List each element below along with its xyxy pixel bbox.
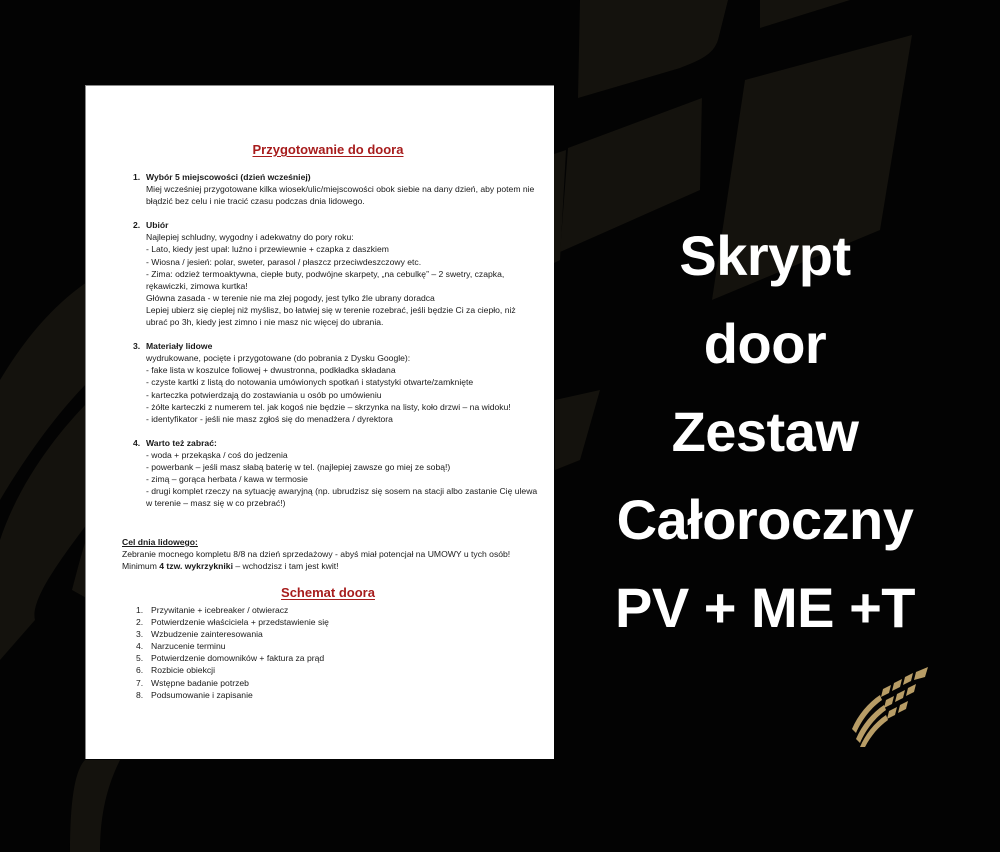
section-line: - żółte karteczki z numerem tel. jak kogoś nie będzie – skrzynka na listy, koło drzwi – na widoku! xyxy=(146,401,511,412)
section-number: 2. xyxy=(133,220,141,231)
goal-text xyxy=(122,548,532,572)
schema-item xyxy=(136,616,496,628)
schema-item-number: 7. xyxy=(136,677,144,688)
promo-title xyxy=(575,212,955,652)
section-title: Materiały lidowe xyxy=(146,341,213,352)
schema-item xyxy=(136,604,496,616)
section-line: Najlepiej schludny, wygodny i adekwatny do pory roku: xyxy=(146,232,354,243)
section-line: - drugi komplet rzeczy na sytuację awaryjną (np. ubrudzisz się sosem na stacji albo zastanie Cię ulewa w terenie – masz się w co przebrać!) xyxy=(146,486,538,509)
goal-text-after: – wchodzisz i tam jest kwit! xyxy=(232,561,339,572)
section-line: Lepiej ubierz się cieplej niż myślisz, bo łatwiej się w terenie rozebrać, jeśli będzie Ci za ciepło, niż ubrać po 3h, kiedy jest zimno i nie masz nic więcej do ubrania. xyxy=(146,304,516,328)
doc-heading-schema: Schemat doora xyxy=(281,585,375,600)
section-line: Główna zasada - w terenie nie ma złej pogody, jest tylko źle ubrany doradca xyxy=(146,292,435,303)
section-line: wydrukowane, pocięte i przygotowane (do pobrania z Dysku Google): xyxy=(146,353,411,364)
schema-item-label: Rozbicie obiekcji xyxy=(151,665,216,676)
title-line: Zestaw xyxy=(671,400,859,463)
schema-item-number: 6. xyxy=(136,665,144,676)
section-line: - powerbank – jeśli masz słabą baterię w tel. (najlepiej zawsze go miej ze sobą!) xyxy=(146,461,451,472)
section-line: - czyste kartki z listą do notowania umówionych spotkań i statystyki otwarte/zamknięte xyxy=(146,377,474,388)
schema-item-number: 4. xyxy=(136,641,144,652)
section-line: - karteczka potwierdzają do zostawiania u osób po umówieniu xyxy=(146,389,382,400)
doc-section-3 xyxy=(133,340,538,425)
doc-section-2 xyxy=(133,219,538,328)
schema-list xyxy=(136,604,496,701)
schema-item-number: 1. xyxy=(136,605,144,615)
schema-item xyxy=(136,628,496,640)
goal-text-before: Zebranie mocnego kompletu 8/8 na dzień sprzedażowy - abyś miał potencjał na UMOWY u tych osób! Minimum xyxy=(122,549,511,572)
section-line: - zimą – gorąca herbata / kawa w termosie xyxy=(146,474,308,485)
section-title: Wybór 5 miejscowości (dzień wcześniej) xyxy=(146,172,311,182)
goal-title: Cel dnia lidowego: xyxy=(122,537,198,547)
section-line: - woda + przekąska / coś do jedzenia xyxy=(146,449,288,460)
doc-sections xyxy=(133,171,538,521)
schema-item-label: Potwierdzenie właściciela + przedstawienie się xyxy=(151,617,329,628)
schema-item xyxy=(136,677,496,689)
schema-item-number: 3. xyxy=(136,629,144,640)
schema-item xyxy=(136,664,496,676)
schema-item-number: 5. xyxy=(136,653,144,664)
schema-item-label: Wzbudzenie zainteresowania xyxy=(151,629,263,640)
schema-item-number: 2. xyxy=(136,617,144,628)
schema-item xyxy=(136,652,496,664)
schema-item xyxy=(136,640,496,652)
doc-heading-preparation: Przygotowanie do doora xyxy=(252,142,404,157)
schema-item-label: Potwierdzenie domowników + faktura za prąd xyxy=(151,653,325,664)
goal-paragraph xyxy=(122,536,532,572)
title-line: door xyxy=(703,312,827,375)
schema-item-label: Przywitanie + icebreaker / otwieracz xyxy=(151,605,289,615)
title-line: PV + ME +T xyxy=(615,576,915,639)
goal-text-bold: 4 tzw. wykrzykniki xyxy=(159,561,233,572)
schema-item xyxy=(136,689,496,701)
title-line: Całoroczny xyxy=(616,488,914,551)
section-line: - Wiosna / jesień: polar, sweter, parasol / płaszcz przeciwdeszczowy etc. xyxy=(146,256,422,267)
schema-item-label: Narzucenie terminu xyxy=(151,641,226,652)
section-title: Warto też zabrać: xyxy=(146,437,217,448)
gold-wing-grid-logo-icon xyxy=(850,667,930,747)
document-page-preview xyxy=(85,85,554,759)
section-title: Ubiór xyxy=(146,220,169,231)
schema-item-label: Wstępne badanie potrzeb xyxy=(151,677,249,688)
section-line: - Lato, kiedy jest upał: luźno i przewiewnie + czapka z daszkiem xyxy=(146,244,389,255)
title-line: Skrypt xyxy=(679,224,851,287)
doc-section-1 xyxy=(133,171,538,207)
doc-section-4 xyxy=(133,437,538,510)
section-number: 4. xyxy=(133,437,141,448)
schema-item-label: Podsumowanie i zapisanie xyxy=(151,689,253,700)
section-number: 3. xyxy=(133,341,141,352)
section-number: 1. xyxy=(133,172,141,182)
schema-item-number: 8. xyxy=(136,689,144,700)
section-line: - identyfikator - jeśli nie masz zgłoś się do menadżera / dyrektora xyxy=(146,413,393,424)
section-line: - fake lista w koszulce foliowej + dwustronna, podkładka składana xyxy=(146,365,396,376)
section-line: - Zima: odzież termoaktywna, ciepłe buty, podwójne skarpety, „na cebulkę” – 2 swetry, czapka, rękawiczki, zimowa kurtka! xyxy=(146,268,505,291)
section-line: Miej wcześniej przygotowane kilka wiosek/ulic/miejscowości obok siebie na dany dzień, aby potem nie błądzić bez celu i nie tracić czasu podczas dnia lidowego. xyxy=(146,184,535,207)
